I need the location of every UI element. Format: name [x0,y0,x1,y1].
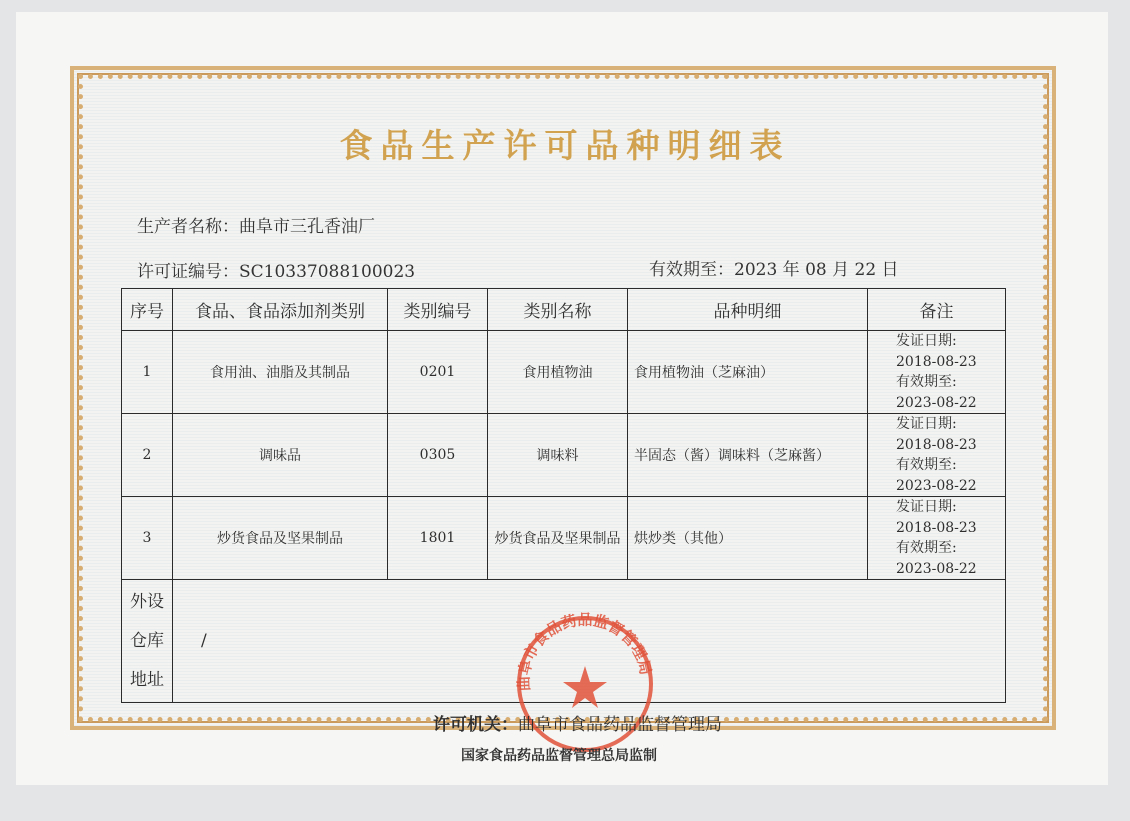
food-category: 食用油、油脂及其制品 [173,331,388,414]
issue-date-label: 发证日期: [896,333,957,349]
row-number: 1 [122,331,173,414]
table-row [122,331,1006,414]
authority-value: 曲阜市食品药品监督管理局 [518,715,722,735]
issue-date: 2018-08-23 [896,519,977,536]
producer-line [137,212,375,237]
validity-line [649,255,899,280]
row-number: 3 [122,497,173,580]
seal-star-icon [563,666,607,708]
expiry-label: 有效期至: [896,540,957,556]
issue-date: 2018-08-23 [896,436,977,453]
expiry-label: 有效期至: [896,457,957,473]
issuing-authority [433,710,722,735]
category-code: 1801 [388,497,488,580]
row-number: 2 [122,414,173,497]
header-cell: 食品、食品添加剂类别 [173,289,388,331]
producer-label: 生产者名称： [137,217,239,237]
license-value: SC10337088100023 [239,262,416,282]
warehouse-label [122,580,173,703]
issue-date: 2018-08-23 [896,353,977,370]
variety-detail: 半固态（酱）调味料（芝麻酱） [628,414,868,497]
remarks-cell [868,497,1006,580]
table-row [122,414,1006,497]
validity-value: 2023 年 08 月 22 日 [734,260,899,280]
header-cell: 类别名称 [488,289,628,331]
document-title: 食品生产许可品种明细表 [339,126,791,165]
variety-detail: 烘炒类（其他） [628,497,868,580]
issue-date-label: 发证日期: [896,416,957,432]
table-row [122,497,1006,580]
seal-text: 曲阜市食品药品监督管理局 [514,610,655,692]
food-category: 炒货食品及坚果制品 [173,497,388,580]
supervision-footer: 国家食品药品监督管理总局监制 [461,748,657,764]
warehouse-label-line: 外设 [130,591,164,612]
issue-date-label: 发证日期: [896,499,957,515]
expiry-date: 2023-08-22 [896,560,977,577]
warehouse-label-line: 仓库 [130,630,164,651]
expiry-date: 2023-08-22 [896,394,977,411]
validity-label: 有效期至： [649,260,734,280]
expiry-date: 2023-08-22 [896,477,977,494]
header-cell: 品种明细 [628,289,868,331]
table-header-row [122,289,1006,331]
remarks-cell [868,414,1006,497]
category-name: 食用植物油 [488,331,628,414]
header-cell: 备注 [868,289,1006,331]
producer-value: 曲阜市三孔香油厂 [239,217,375,237]
authority-label: 许可机关： [433,715,518,735]
category-name: 调味料 [488,414,628,497]
warehouse-address: / [173,580,1006,703]
header-cell: 序号 [122,289,173,331]
remarks-cell [868,331,1006,414]
license-label: 许可证编号： [137,262,239,282]
category-name: 炒货食品及坚果制品 [488,497,628,580]
variety-detail: 食用植物油（芝麻油） [628,331,868,414]
food-category: 调味品 [173,414,388,497]
category-code: 0201 [388,331,488,414]
header-cell: 类别编号 [388,289,488,331]
warehouse-label-line: 地址 [130,669,164,690]
expiry-label: 有效期至: [896,374,957,390]
category-code: 0305 [388,414,488,497]
license-line [137,257,415,282]
